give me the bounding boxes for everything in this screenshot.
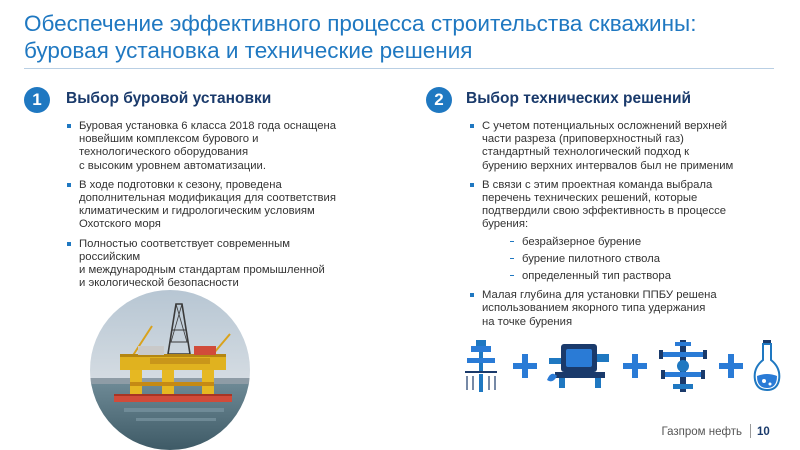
section1-heading: Выбор буровой установки	[66, 90, 272, 107]
bullet-line: подтвердили свою эффективность в процессе	[482, 205, 727, 218]
christmas-tree-icon	[655, 338, 711, 394]
pump-icon	[545, 340, 615, 392]
page-title-line2: буровая установка и технические решения	[24, 38, 473, 63]
bullet-line: Охотского моря	[79, 218, 161, 231]
bullet-line: дополнительная модификация для соответствия	[79, 192, 336, 205]
bullet-line: С учетом потенциальных осложнений верхней	[482, 120, 728, 132]
bullet-line: технологического оборудования	[79, 146, 249, 159]
bullet-line: Буровая установка 6 класса 2018 года оснащена	[79, 120, 336, 132]
plus-icon	[623, 354, 647, 378]
bullet-line: части разреза (приповерхностный газ)	[482, 133, 684, 146]
sub-bullet: безрайзерное бурение	[509, 236, 794, 249]
bullet-line: бурению верхних интервалов был не применим	[482, 159, 734, 172]
bullet-line: российским	[79, 250, 141, 263]
section2-heading: Выбор технических решений	[466, 90, 692, 107]
technical-solutions-icons	[455, 338, 795, 394]
page-number: 10	[757, 426, 770, 438]
sub-bullet: определенный тип раствора	[509, 270, 794, 283]
section1-number-badge: 1	[24, 87, 50, 113]
bullet-line: В связи с этим проектная команда выбрала	[482, 178, 713, 191]
bullet-line: климатическим и гидрологическим условиям	[79, 205, 315, 218]
bullet-line: новейшим комплексом бурового и	[79, 133, 259, 146]
page-title	[24, 10, 784, 64]
bullet-line: бурения:	[482, 218, 529, 231]
bullet-line: Малая глубина для установки ППБУ решена	[482, 289, 717, 302]
section2-bullet	[469, 120, 794, 173]
section1-bullet	[66, 179, 396, 232]
bullet-line: В ходе подготовки к сезону, проведена	[79, 178, 282, 191]
plus-icon	[719, 354, 743, 378]
bullet-line: стандартный технологический подход к	[482, 146, 690, 159]
section1-bullet-list	[66, 120, 396, 296]
plus-icon	[513, 354, 537, 378]
bullet-line: и экологической безопасности	[79, 277, 239, 290]
bullet-line: Полностью соответствует современным	[79, 237, 291, 250]
section1-bullet	[66, 238, 396, 291]
bullet-line: перечень технических решений, которые	[482, 192, 698, 205]
section2-bullet	[469, 289, 794, 329]
footer-brand: Газпром нефть	[661, 426, 742, 438]
section2-bullet	[469, 179, 794, 283]
page-title-line1: Обеспечение эффективного процесса строительства скважины:	[24, 11, 697, 36]
drilling-rig-photo	[90, 290, 250, 450]
wellhead-icon	[459, 338, 503, 394]
bullet-line: и международным стандартам промышленной	[79, 264, 325, 277]
bullet-line: с высоким уровнем автоматизации.	[79, 159, 266, 172]
bullet-line: использованием якорного типа удержания	[482, 302, 706, 315]
section2-bullet-list	[469, 120, 794, 335]
title-divider	[24, 68, 774, 69]
section2-sub-list	[482, 236, 794, 284]
footer-divider	[750, 424, 751, 438]
sub-bullet: бурение пилотного ствола	[509, 253, 794, 266]
section1-bullet	[66, 120, 396, 173]
bullet-line: на точке бурения	[482, 315, 573, 328]
section2-number-badge: 2	[426, 87, 452, 113]
flask-icon	[751, 338, 783, 392]
